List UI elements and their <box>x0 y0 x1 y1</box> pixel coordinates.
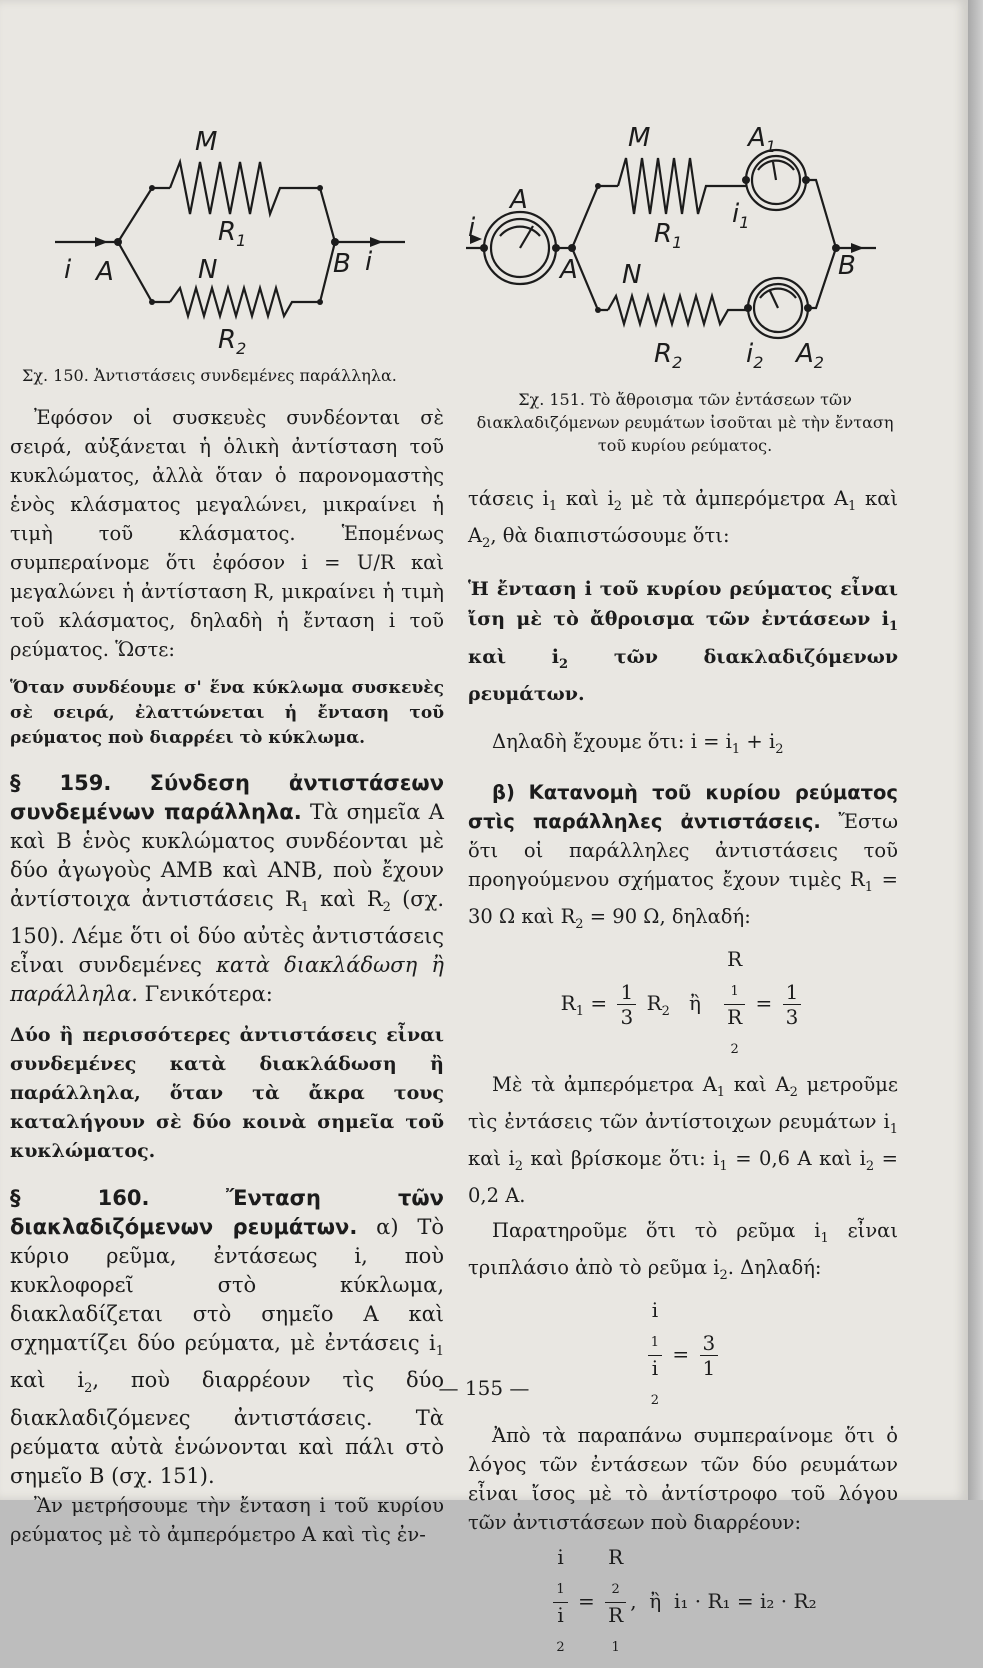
fig150-label-i-out: i <box>365 247 373 277</box>
fig151-label-M: M <box>628 123 651 153</box>
page-edge-shadow <box>968 0 983 1500</box>
section-159-title: Σύνδεση ἀντιστάσεων συνδεμένων παράλληλα. <box>10 771 444 824</box>
fig150-label-i-in: i <box>64 255 72 285</box>
paragraph-triple: Παρατηροῦμε ὅτι τὸ ρεῦμα $i_1$ εἶναι τριπλάσιο ἀπὸ τὸ ρεῦμα $i_2$. Δηλαδή: <box>468 1218 898 1283</box>
equation-current-sum: Δηλαδὴ ἔχουμε ὅτι: $i = i_1 + i_2$ <box>492 730 784 758</box>
paragraph-beta: β) Κατανομὴ τοῦ κυρίου ρεύματος στὶς παράλληλες ἀντιστάσεις. Ἔστω ὅτι οἱ παράλληλες ἀντιστάσεις τοῦ προηγούμενου σχήματος ἔχουν τιμὲς $R_1 = 30$ Ω καὶ $R_2 = 90$ Ω, δηλαδή: <box>468 781 898 933</box>
fig150-label-B: B <box>333 249 351 279</box>
fig150-label-M: M <box>195 127 218 157</box>
equation-current-ratio: i $_1$ i $_2$ = $\frac{3}{1}$ <box>468 1298 898 1413</box>
fig151-label-B: B <box>838 251 856 281</box>
fig151-label-A: A <box>510 185 528 215</box>
section-160-title: Ἔνταση τῶν διακλαδιζόμενων ρευμάτων. <box>10 1186 444 1240</box>
equation-resistance-ratio: $R_1$ = $\frac{1}{3}$ $R_2$ ἢ R $_1$ R $_2$ = $\frac{1}{3}$ <box>468 947 898 1062</box>
equation-inverse-ratio: i $_1$ i $_2$ = R $_2$ R $_1$ , ἢ i₁ · R₁ = i₂ · R₂ <box>468 1545 898 1660</box>
section-159: § 159. Σύνδεση ἀντιστάσεων συνδεμένων παράλληλα. Τὰ σημεῖα Α καὶ Β ἑνὸς κυκλώματος συνδέονται μὲ δύο ἀγωγοὺς ΑΜΒ καὶ ΑΝΒ, ποὺ ἔχουν ἀντίστοιχα ἀντιστάσεις $R_1$ καὶ $R_2$ (σχ. 150). Λέμε ὅτι οἱ δύο αὐτὲς ἀντιστάσεις εἶναι συνδεμένες κατὰ διακλάδωση ἢ παράλληλα. Γενικότερα: <box>10 771 445 1007</box>
page-number: — 155 — <box>438 1376 530 1400</box>
fig151-label-i1: $i_1$ <box>732 199 750 232</box>
paragraph-ammeters: τάσεις $i_1$ καὶ $i_2$ μὲ τὰ ἀμπερόμετρα $A_1$ καὶ $A_2$, θὰ διαπιστώσουμε ὅτι: <box>468 487 899 551</box>
figure-151-caption: Σχ. 151. Τὸ ἄθροισμα τῶν ἐντάσεων τῶν διακλαδιζόμενων ρευμάτων ἰσοῦται μὲ τὴν ἔνταση τοῦ κυρίου ρεύματος. <box>476 390 894 455</box>
rule-parallel-definition: Δύο ἢ περισσότερες ἀντιστάσεις εἶναι συνδεμένες κατὰ διακλάδωση ἢ παράλληλα, ὅταν τὰ ἄκρα τους καταλήγουν σὲ δύο κοινὰ σημεῖα τοῦ κυκλώματος. <box>10 1024 444 1163</box>
beta-title: Κατανομὴ τοῦ κυρίου ρεύματος στὶς παράλληλες ἀντιστάσεις. <box>468 781 898 834</box>
fig151-label-R1: $R_1$ <box>654 219 683 252</box>
fig151-label-N: N <box>622 260 642 290</box>
left-column <box>10 385 444 1549</box>
section-159-number: § 159. <box>10 771 112 795</box>
fig151-label-A2: $A_2$ <box>796 339 824 372</box>
fig150-label-N: N <box>198 255 218 285</box>
fig150-label-A: A <box>96 257 114 287</box>
figure-150-caption: Σχ. 150. Ἀντιστάσεις συνδεμένες παράλληλα. <box>22 366 397 385</box>
paragraph-series-connection: Ἐφόσον οἱ συσκευὲς συνδέονται σὲ σειρά, αὐξάνεται ἡ ὁλικὴ ἀντίσταση τοῦ κυκλώματος, ἀλλὰ ὅταν ὁ παρονομαστὴς ἑνὸς κλάσματος μεγαλώνει, μικραίνει ἡ τιμὴ τοῦ κλάσματος. Ἑπομένως συμπεραίνομε ὅτι ἐφόσον i = U/R καὶ μεγαλώνει ἡ ἀντίσταση R, μικραίνει ἡ τιμὴ τοῦ κλάσματος, δηλαδὴ ἡ ἔνταση i τοῦ ρεύματος. Ὥστε: <box>10 406 444 661</box>
right-column <box>468 484 898 1668</box>
fig151-label-A1: $A_1$ <box>748 123 776 156</box>
paragraph-conclusion: Ἀπὸ τὰ παραπάνω συμπεραίνομε ὅτι ὁ λόγος τῶν ἐντάσεων τῶν δύο ρευμάτων εἶναι ἴσος μὲ τὸ ἀντίστροφο τοῦ λόγου τῶν ἀντιστάσεων ποὺ διαρρέουν: <box>468 1423 898 1534</box>
section-160: § 160. Ἔνταση τῶν διακλαδιζόμενων ρευμάτων. α) Τὸ κύριο ρεῦμα, ἐντάσεως i, ποὺ κυκλοφορεῖ στὸ κύκλωμα, διακλαδίζεται στὸ σημεῖο Α καὶ σχηματίζει δύο ρεύματα, μὲ ἐντάσεις $i_1$ καὶ $i_2$, ποὺ διαρρέουν τὶς δύο διακλαδιζόμενες ἀντιστάσεις. Τὰ ρεύματα αὐτὰ ἑνώνονται καὶ πάλι στὸ σημεῖο Β (σχ. 151). <box>10 1186 444 1488</box>
rule-series-current: Ὅταν συνδέουμε σ' ἕνα κύκλωμα συσκευὲς σὲ σειρά, ἐλαττώνεται ἡ ἔνταση τοῦ ρεύματος ποὺ διαρρέει τὸ κύκλωμα. <box>10 678 444 748</box>
fig151-label-i2: $i_2$ <box>746 339 764 372</box>
fig151-label-i: i <box>468 213 476 243</box>
figure-151-parallel-with-ammeters <box>458 118 888 380</box>
fig151-label-R2: $R_2$ <box>654 339 683 372</box>
section-160-number: § 160. <box>10 1186 150 1211</box>
fig150-label-R2: $R_2$ <box>218 325 247 358</box>
fig150-label-R1: $R_1$ <box>218 217 247 250</box>
paragraph-measure: Ἂν μετρήσουμε τὴν ἔνταση i τοῦ κυρίου ρεύματος μὲ τὸ ἀμπερόμετρο Α καὶ τὶς ἐν- <box>10 1493 444 1546</box>
figure-150-parallel-resistors <box>40 120 440 360</box>
fig151-label-A-node: A <box>560 255 578 285</box>
rule-current-sum: Ἡ ἔνταση i τοῦ κυρίου ρεύματος εἶναι ἴση μὲ τὸ ἄθροισμα τῶν ἐντάσεων $i_1$ καὶ $i_2$ τῶν διακλαδιζόμενων ρευμάτων. <box>468 577 899 706</box>
paragraph-measured-values: Μὲ τὰ ἀμπερόμετρα $A_1$ καὶ $A_2$ μετροῦμε τὶς ἐντάσεις τῶν ἀντίστοιχων ρευμάτων $i_1$ καὶ $i_2$ καὶ βρίσκομε ὅτι: $i_1 = 0,6$ A καὶ $i_2 = 0,2$ A. <box>468 1073 898 1207</box>
